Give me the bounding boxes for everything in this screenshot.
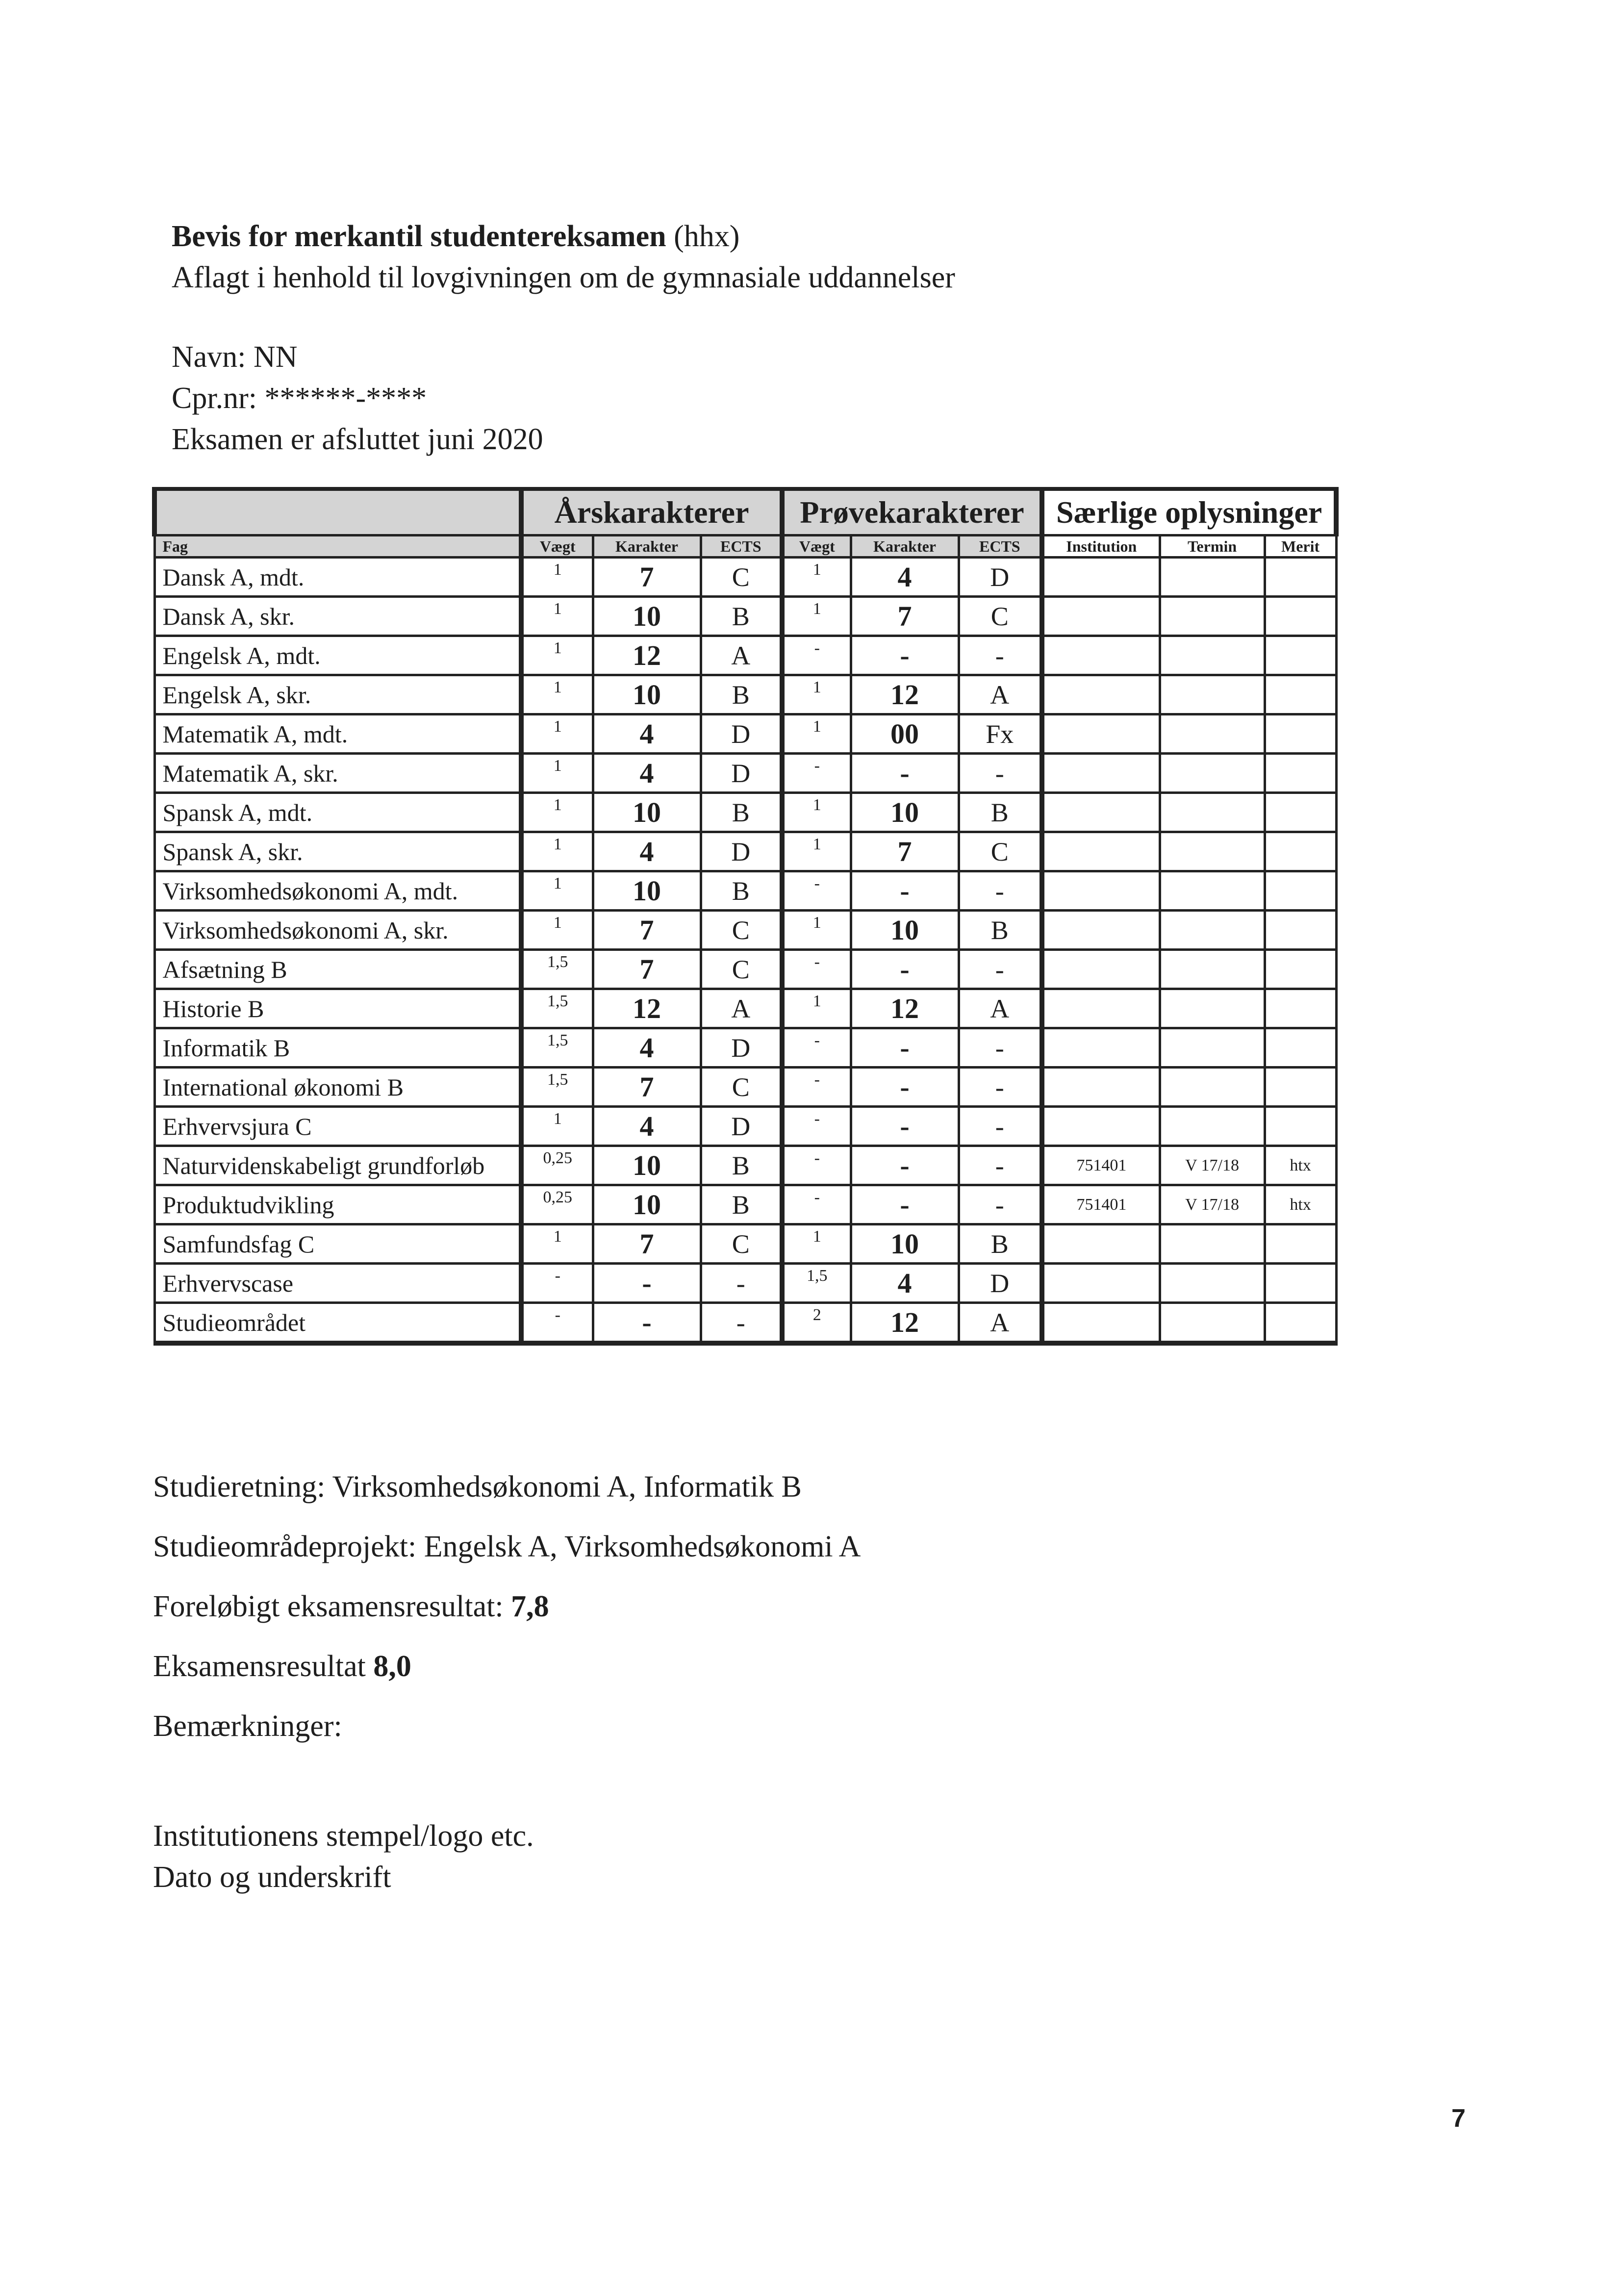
cell-proeve-vaegt: 1 — [782, 989, 851, 1028]
cell-proeve-vaegt: - — [782, 950, 851, 989]
cell-aars-karakter: 7 — [593, 911, 701, 950]
cell-proeve-ects: - — [959, 636, 1042, 675]
cell-aars-karakter: 10 — [593, 793, 701, 832]
cell-institution — [1042, 989, 1160, 1028]
title-main: Bevis for merkantil studentereksamen — [172, 220, 666, 253]
cell-institution — [1042, 871, 1160, 911]
cell-aars-vaegt: 1 — [521, 675, 593, 714]
cell-termin — [1160, 793, 1265, 832]
table-row — [154, 832, 1336, 871]
cell-institution — [1042, 558, 1160, 597]
cell-fag: Spansk A, mdt. — [154, 793, 521, 832]
cell-merit — [1265, 1224, 1336, 1264]
col-termin: Termin — [1160, 535, 1265, 558]
certificate-header — [172, 216, 1348, 460]
cell-termin — [1160, 714, 1265, 754]
cell-proeve-vaegt: - — [782, 636, 851, 675]
cell-proeve-vaegt: - — [782, 1068, 851, 1107]
cell-proeve-karakter: 12 — [851, 675, 959, 714]
eksamensresultat-value: 8,0 — [373, 1650, 411, 1683]
cell-fag: Samfundsfag C — [154, 1224, 521, 1264]
cell-proeve-karakter: 12 — [851, 1303, 959, 1344]
table-row — [154, 1224, 1336, 1264]
cell-fag: Dansk A, mdt. — [154, 558, 521, 597]
cell-merit — [1265, 558, 1336, 597]
cell-termin: V 17/18 — [1160, 1146, 1265, 1185]
cell-merit — [1265, 1107, 1336, 1146]
grades-table — [152, 487, 1339, 1346]
cell-merit — [1265, 636, 1336, 675]
certificate-footer — [153, 1466, 1428, 1898]
cell-aars-vaegt: 1 — [521, 911, 593, 950]
bemaerkninger: Bemærkninger: — [153, 1709, 342, 1743]
cell-fag: International økonomi B — [154, 1068, 521, 1107]
cell-proeve-karakter: 7 — [851, 597, 959, 636]
cell-aars-ects: D — [701, 1028, 782, 1068]
cell-aars-karakter: 7 — [593, 1224, 701, 1264]
foreloebigt-value: 7,8 — [511, 1590, 549, 1623]
cell-termin — [1160, 1028, 1265, 1068]
cell-institution — [1042, 714, 1160, 754]
cell-fag: Matematik A, mdt. — [154, 714, 521, 754]
table-row — [154, 1068, 1336, 1107]
cell-proeve-karakter: - — [851, 1028, 959, 1068]
exam-completed: Eksamen er afsluttet juni 2020 — [172, 423, 543, 456]
cell-fag: Informatik B — [154, 1028, 521, 1068]
table-row — [154, 1146, 1336, 1185]
cell-institution — [1042, 832, 1160, 871]
table-row — [154, 1264, 1336, 1303]
cell-institution — [1042, 675, 1160, 714]
cell-proeve-karakter: 10 — [851, 1224, 959, 1264]
cell-proeve-ects: C — [959, 832, 1042, 871]
table-row — [154, 675, 1336, 714]
cell-proeve-ects: D — [959, 1264, 1042, 1303]
cell-merit — [1265, 1028, 1336, 1068]
cell-merit — [1265, 793, 1336, 832]
cell-aars-vaegt: 1 — [521, 714, 593, 754]
cell-fag: Produktudvikling — [154, 1185, 521, 1224]
cell-aars-vaegt: 1,5 — [521, 1068, 593, 1107]
cell-aars-karakter: 4 — [593, 1107, 701, 1146]
title-suffix: (hhx) — [674, 220, 740, 253]
cell-proeve-vaegt: - — [782, 1185, 851, 1224]
cell-aars-vaegt: 0,25 — [521, 1185, 593, 1224]
cell-aars-ects: D — [701, 832, 782, 871]
cell-proeve-vaegt: 1 — [782, 558, 851, 597]
cell-proeve-vaegt: 1 — [782, 793, 851, 832]
institution-stamp: Institutionens stempel/logo etc. — [153, 1819, 534, 1853]
cell-termin — [1160, 950, 1265, 989]
cell-aars-vaegt: 1,5 — [521, 950, 593, 989]
cell-institution — [1042, 1224, 1160, 1264]
cell-proeve-karakter: - — [851, 1146, 959, 1185]
cell-aars-karakter: 10 — [593, 675, 701, 714]
cell-proeve-karakter: 4 — [851, 1264, 959, 1303]
cell-aars-ects: C — [701, 950, 782, 989]
table-row — [154, 950, 1336, 989]
cell-termin — [1160, 832, 1265, 871]
cell-proeve-ects: B — [959, 793, 1042, 832]
cell-institution — [1042, 636, 1160, 675]
cell-institution — [1042, 754, 1160, 793]
cell-fag: Spansk A, skr. — [154, 832, 521, 871]
cell-aars-ects: C — [701, 558, 782, 597]
cell-termin — [1160, 675, 1265, 714]
cell-merit — [1265, 675, 1336, 714]
cell-aars-karakter: 10 — [593, 1146, 701, 1185]
cell-aars-karakter: 4 — [593, 754, 701, 793]
col-proeve-ects: ECTS — [959, 535, 1042, 558]
cell-fag: Erhvervscase — [154, 1264, 521, 1303]
cell-aars-vaegt: - — [521, 1264, 593, 1303]
cell-proeve-karakter: - — [851, 950, 959, 989]
page-number: 7 — [1451, 2104, 1466, 2133]
cell-institution — [1042, 950, 1160, 989]
grades-table-wrapper — [152, 487, 1334, 1346]
cell-aars-ects: B — [701, 1185, 782, 1224]
cell-institution: 751401 — [1042, 1185, 1160, 1224]
cell-merit — [1265, 950, 1336, 989]
table-row — [154, 558, 1336, 597]
table-row — [154, 871, 1336, 911]
cell-aars-karakter: 12 — [593, 636, 701, 675]
cell-proeve-vaegt: 1 — [782, 714, 851, 754]
cell-proeve-ects: B — [959, 1224, 1042, 1264]
cell-termin — [1160, 754, 1265, 793]
cell-fag: Engelsk A, mdt. — [154, 636, 521, 675]
cell-institution — [1042, 911, 1160, 950]
cell-aars-ects: C — [701, 911, 782, 950]
cell-aars-karakter: - — [593, 1264, 701, 1303]
group-aarskarakterer: Årskarakterer — [521, 489, 782, 535]
cell-termin — [1160, 597, 1265, 636]
cell-proeve-karakter: 10 — [851, 911, 959, 950]
cell-proeve-ects: D — [959, 558, 1042, 597]
group-saerlige-oplysninger: Særlige oplysninger — [1042, 489, 1336, 535]
foreloebigt-resultat — [153, 1586, 1428, 1627]
cell-aars-ects: - — [701, 1264, 782, 1303]
col-aars-karakter: Karakter — [593, 535, 701, 558]
cell-fag: Afsætning B — [154, 950, 521, 989]
cell-aars-karakter: - — [593, 1303, 701, 1344]
cell-proeve-karakter: 4 — [851, 558, 959, 597]
table-row — [154, 1303, 1336, 1344]
cell-termin — [1160, 989, 1265, 1028]
cell-fag: Naturvidenskabeligt grundforløb — [154, 1146, 521, 1185]
cell-proeve-ects: B — [959, 911, 1042, 950]
cell-proeve-ects: - — [959, 1146, 1042, 1185]
col-proeve-vaegt: Vægt — [782, 535, 851, 558]
cell-aars-karakter: 7 — [593, 1068, 701, 1107]
cell-proeve-vaegt: - — [782, 1146, 851, 1185]
table-row — [154, 793, 1336, 832]
cell-proeve-vaegt: - — [782, 871, 851, 911]
cell-aars-ects: B — [701, 793, 782, 832]
cell-aars-karakter: 4 — [593, 1028, 701, 1068]
col-merit: Merit — [1265, 535, 1336, 558]
cell-aars-ects: B — [701, 1146, 782, 1185]
cell-proeve-karakter: - — [851, 1107, 959, 1146]
cell-aars-vaegt: 1 — [521, 871, 593, 911]
group-header-blank — [154, 489, 521, 535]
cell-proeve-ects: C — [959, 597, 1042, 636]
cell-aars-karakter: 7 — [593, 558, 701, 597]
cell-merit — [1265, 1264, 1336, 1303]
cell-proeve-ects: - — [959, 1185, 1042, 1224]
cell-aars-vaegt: 1 — [521, 832, 593, 871]
table-row — [154, 597, 1336, 636]
document-subtitle: Aflagt i henhold til lovgivningen om de gymnasiale uddannelser — [172, 261, 955, 294]
student-name: Navn: NN — [172, 340, 298, 374]
cell-aars-vaegt: - — [521, 1303, 593, 1344]
cell-institution — [1042, 793, 1160, 832]
cell-aars-karakter: 10 — [593, 597, 701, 636]
col-fag: Fag — [154, 535, 521, 558]
eksamensresultat-label: Eksamensresultat — [153, 1650, 366, 1683]
cell-proeve-ects: - — [959, 1107, 1042, 1146]
cell-proeve-vaegt: 1 — [782, 597, 851, 636]
cell-proeve-karakter: 10 — [851, 793, 959, 832]
cell-termin: V 17/18 — [1160, 1185, 1265, 1224]
cell-proeve-ects: A — [959, 1303, 1042, 1344]
group-proevekarakterer: Prøvekarakterer — [782, 489, 1042, 535]
cell-merit: htx — [1265, 1185, 1336, 1224]
cell-aars-vaegt: 1,5 — [521, 1028, 593, 1068]
cell-termin — [1160, 1224, 1265, 1264]
cell-aars-ects: D — [701, 1107, 782, 1146]
cell-fag: Studieområdet — [154, 1303, 521, 1344]
cell-proeve-ects: - — [959, 950, 1042, 989]
cell-aars-ects: B — [701, 871, 782, 911]
table-row — [154, 1185, 1336, 1224]
table-row — [154, 636, 1336, 675]
col-aars-vaegt: Vægt — [521, 535, 593, 558]
cell-proeve-karakter: 00 — [851, 714, 959, 754]
cell-merit — [1265, 714, 1336, 754]
cell-proeve-vaegt: 1 — [782, 1224, 851, 1264]
cell-institution — [1042, 597, 1160, 636]
cell-aars-karakter: 7 — [593, 950, 701, 989]
cell-aars-vaegt: 1 — [521, 597, 593, 636]
cell-proeve-karakter: 12 — [851, 989, 959, 1028]
cell-institution — [1042, 1107, 1160, 1146]
cell-termin — [1160, 911, 1265, 950]
cell-merit — [1265, 871, 1336, 911]
col-institution: Institution — [1042, 535, 1160, 558]
cell-merit — [1265, 597, 1336, 636]
cell-aars-vaegt: 1 — [521, 636, 593, 675]
cell-aars-vaegt: 1 — [521, 754, 593, 793]
cell-proeve-vaegt: 1 — [782, 911, 851, 950]
cell-proeve-vaegt: - — [782, 1107, 851, 1146]
cell-aars-vaegt: 0,25 — [521, 1146, 593, 1185]
cell-proeve-ects: Fx — [959, 714, 1042, 754]
cell-proeve-karakter: - — [851, 871, 959, 911]
cell-aars-ects: A — [701, 636, 782, 675]
cell-aars-ects: - — [701, 1303, 782, 1344]
cell-fag: Virksomhedsøkonomi A, skr. — [154, 911, 521, 950]
cell-merit — [1265, 911, 1336, 950]
cell-merit: htx — [1265, 1146, 1336, 1185]
table-row — [154, 911, 1336, 950]
cell-proeve-karakter: - — [851, 636, 959, 675]
cell-termin — [1160, 1264, 1265, 1303]
date-signature: Dato og underskrift — [153, 1861, 391, 1894]
cell-aars-ects: C — [701, 1224, 782, 1264]
table-row — [154, 1028, 1336, 1068]
cell-proeve-ects: - — [959, 1068, 1042, 1107]
cell-fag: Historie B — [154, 989, 521, 1028]
cell-termin — [1160, 558, 1265, 597]
col-aars-ects: ECTS — [701, 535, 782, 558]
cell-institution: 751401 — [1042, 1146, 1160, 1185]
cell-termin — [1160, 636, 1265, 675]
column-header-row — [154, 535, 1336, 558]
table-row — [154, 1107, 1336, 1146]
studieomraadeprojekt: Studieområdeprojekt: Engelsk A, Virksomhedsøkonomi A — [153, 1530, 861, 1563]
student-cpr: Cpr.nr: ******-**** — [172, 382, 427, 415]
cell-aars-ects: B — [701, 597, 782, 636]
cell-aars-ects: D — [701, 714, 782, 754]
foreloebigt-label: Foreløbigt eksamensresultat: — [153, 1590, 504, 1623]
cell-proeve-vaegt: - — [782, 1028, 851, 1068]
cell-fag: Engelsk A, skr. — [154, 675, 521, 714]
cell-termin — [1160, 1068, 1265, 1107]
cell-merit — [1265, 989, 1336, 1028]
cell-aars-ects: C — [701, 1068, 782, 1107]
cell-termin — [1160, 871, 1265, 911]
group-header-row — [154, 489, 1336, 535]
cell-termin — [1160, 1303, 1265, 1344]
col-proeve-karakter: Karakter — [851, 535, 959, 558]
cell-aars-karakter: 10 — [593, 1185, 701, 1224]
cell-institution — [1042, 1264, 1160, 1303]
cell-aars-karakter: 10 — [593, 871, 701, 911]
cell-proeve-karakter: - — [851, 754, 959, 793]
cell-aars-vaegt: 1 — [521, 1224, 593, 1264]
cell-aars-vaegt: 1 — [521, 558, 593, 597]
cell-proeve-ects: - — [959, 1028, 1042, 1068]
cell-proeve-karakter: - — [851, 1068, 959, 1107]
document-title — [172, 216, 1348, 257]
cell-aars-karakter: 4 — [593, 832, 701, 871]
cell-aars-ects: A — [701, 989, 782, 1028]
cell-institution — [1042, 1068, 1160, 1107]
cell-institution — [1042, 1303, 1160, 1344]
cell-fag: Matematik A, skr. — [154, 754, 521, 793]
cell-proeve-ects: A — [959, 989, 1042, 1028]
cell-proeve-karakter: 7 — [851, 832, 959, 871]
cell-merit — [1265, 754, 1336, 793]
studieretning: Studieretning: Virksomhedsøkonomi A, Informatik B — [153, 1470, 802, 1504]
eksamensresultat — [153, 1646, 1428, 1687]
cell-merit — [1265, 832, 1336, 871]
cell-proeve-vaegt: 1 — [782, 675, 851, 714]
cell-aars-ects: B — [701, 675, 782, 714]
cell-proeve-vaegt: 2 — [782, 1303, 851, 1344]
cell-fag: Dansk A, skr. — [154, 597, 521, 636]
cell-aars-karakter: 4 — [593, 714, 701, 754]
cell-proeve-ects: - — [959, 754, 1042, 793]
table-row — [154, 714, 1336, 754]
cell-institution — [1042, 1028, 1160, 1068]
cell-termin — [1160, 1107, 1265, 1146]
table-row — [154, 989, 1336, 1028]
cell-fag: Virksomhedsøkonomi A, mdt. — [154, 871, 521, 911]
cell-proeve-vaegt: 1,5 — [782, 1264, 851, 1303]
cell-proeve-karakter: - — [851, 1185, 959, 1224]
cell-proeve-vaegt: - — [782, 754, 851, 793]
cell-aars-vaegt: 1 — [521, 793, 593, 832]
cell-aars-vaegt: 1 — [521, 1107, 593, 1146]
table-row — [154, 754, 1336, 793]
cell-proeve-ects: A — [959, 675, 1042, 714]
cell-fag: Erhvervsjura C — [154, 1107, 521, 1146]
cell-merit — [1265, 1068, 1336, 1107]
cell-aars-vaegt: 1,5 — [521, 989, 593, 1028]
cell-aars-ects: D — [701, 754, 782, 793]
cell-aars-karakter: 12 — [593, 989, 701, 1028]
cell-merit — [1265, 1303, 1336, 1344]
cell-proeve-ects: - — [959, 871, 1042, 911]
cell-proeve-vaegt: 1 — [782, 832, 851, 871]
